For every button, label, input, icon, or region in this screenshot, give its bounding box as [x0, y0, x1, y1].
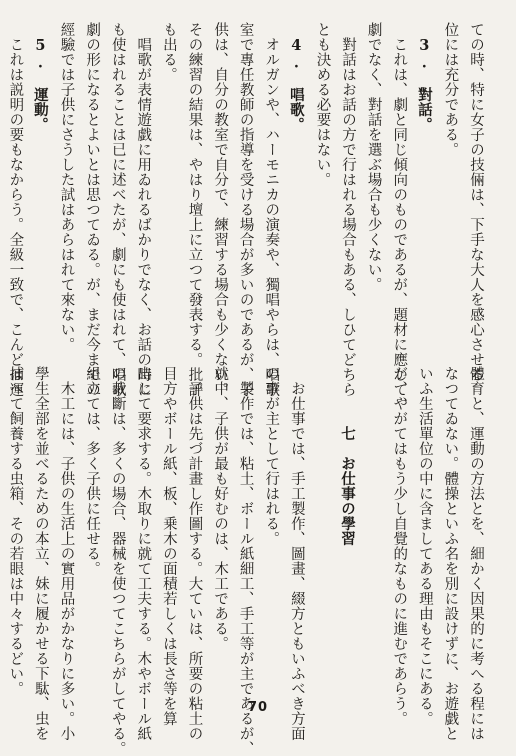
upper-text-column: 對話はお話の方で行はれる場合もある、しひてどちら [340, 22, 357, 397]
upper-text-column: その練習の結果は、やはり壇上に立つて發表する。批評 [186, 22, 203, 397]
lower-text-column: お仕事では、手工製作、圖畫、綴方ともいふべき方面 [288, 366, 305, 741]
lower-text-column [360, 366, 386, 662]
upper-text-column: オルガンや、ハーモニカの演奏や、獨唱やらは、唱歌 [263, 22, 280, 397]
lower-text-column: 體育と、運動の方法とを、細かく因果的に考へる程には [468, 366, 484, 741]
upper-text-column: ての時、特に女子の技倆は、下手な大人を感心させる [468, 22, 484, 382]
lower-text-column: 子供は先づ計畫し作圖する。大ていは、所要の粘土の [186, 366, 203, 741]
upper-text-column: も使はれることは已に述べたが、劇にも使はれて、唱歌 [109, 22, 126, 397]
upper-text-column: 供は、自分の教室で自分で、練習する場合も少くない。 [212, 22, 229, 397]
upper-text-column: 位には充分である。 [442, 22, 459, 157]
lower-text-column: 製作では、粘土、ボール紙細工、手工等が主であるが、 [237, 366, 254, 756]
page-number: 70 [247, 700, 269, 715]
lower-text-column: の事が主として行はれる。 [263, 366, 280, 546]
lower-text-column: いふ生活單位の中に含ましてある理由もそこにある。 [416, 366, 433, 726]
upper-text-column: とも決める必要はない。 [314, 22, 331, 187]
upper-text-column: 室で專任教師の指導を受ける場合が多いのであるが、子 [237, 22, 254, 397]
lower-text-column: が、やがてはもう少し自覺的なものに進むであらう。 [391, 366, 408, 726]
lower-text-column: 出して要求する。木取りに就て工夫する。木やボール紙 [135, 366, 152, 741]
upper-text-column: これは、劇と同じ傾向のものであるが、題材に應じて、 [391, 22, 408, 412]
upper-text-column: 5. 運動。 [31, 22, 49, 132]
upper-text-column: も出る。 [160, 22, 177, 82]
lower-text-column: 七 お仕事の學習 [339, 366, 357, 546]
upper-text-block [7, 22, 488, 412]
upper-text-column: 唱歌が表情遊戯に用ゐれるばかりでなく、お話の時に [135, 22, 152, 397]
lower-text-column: の裁斷は、多くの場合、器械を使つてこちらがしてやる。 [109, 366, 126, 756]
lower-text-column [0, 366, 2, 662]
upper-text-column: 劇でなく、對話を選ぶ場合も少くない。 [365, 22, 382, 292]
lower-text-column: 組立ては、多く子供に任せる。 [84, 366, 101, 576]
upper-text-column: 劇の形になるとよいとは思つてゐる。が、まだ今までの [84, 22, 101, 397]
lower-text-column: 木工には、子供の生活上の實用品がかなりに多い。小 [58, 366, 75, 741]
lower-text-column [309, 366, 335, 662]
lower-text-column: 目方やボール紙、板、乗木の面積若しくは長さ等を算 [160, 366, 177, 726]
lower-text-column: なつてゐない。體操といふ名を別に設けずに、お遊戯と [442, 366, 459, 741]
lower-text-column: 學生全部を並べるための本立、妹に履かせる下駄、虫を [32, 366, 49, 741]
upper-text-column: 3. 對話。 [415, 22, 433, 132]
upper-text-column: 4. 唱歌。 [287, 22, 305, 132]
lower-text-column: 就中、子供が最も好むのは、木工である。 [212, 366, 229, 651]
upper-text-column: 經驗では子供にさうした試はあらはれて來ない。 [58, 22, 75, 352]
upper-text-column [0, 22, 2, 318]
upper-text-column: これは説明の要もなからう。全級一致で、こんどは運 [7, 22, 24, 397]
lower-text-column: 捕へて飼養する虫箱、その若眼は中々するどい。 [7, 366, 24, 696]
